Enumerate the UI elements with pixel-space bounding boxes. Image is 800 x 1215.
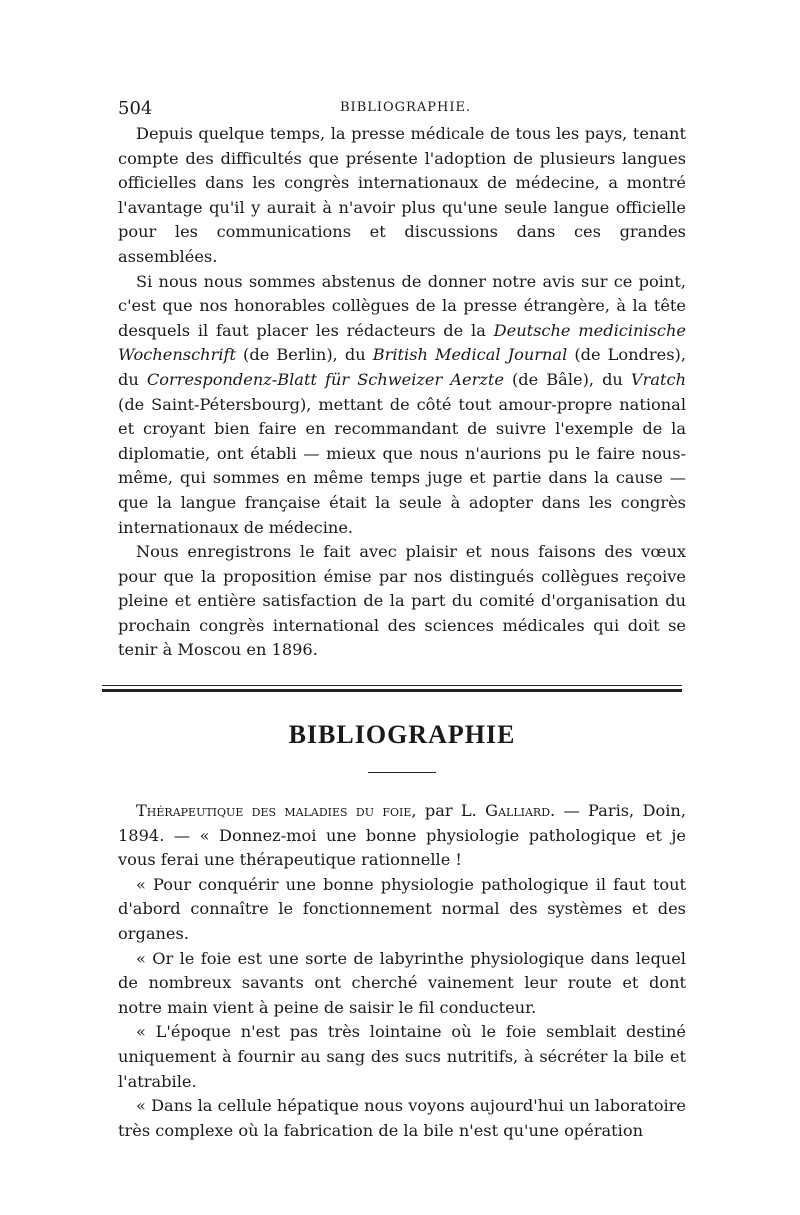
review-paragraph-5: « Dans la cellule hépatique nous voyons aujourd'hui un laboratoire très complexe où la fabrication de la bile n'est qu'une opération (118, 1096, 686, 1140)
intro-paragraph-3: Nous enregistrons le fait avec plaisir et nous faisons des vœux pour que la proposition émise par nos distingués collègues reçoive pleine et entière satisfaction de la part du comité d'organisation du prochain congrès international des sciences médicales qui doit se tenir à Moscou en 1896. (118, 542, 686, 660)
page-header (118, 98, 686, 122)
section-title: BIBLIOGRAPHIE (288, 720, 516, 750)
review-paragraph-3: « Or le foie est une sorte de labyrinthe physiologique dans lequel de nombreux savants ont cherché vainement leur route et dont notre main vient à peine de saisir le fil conducteur. (118, 948, 686, 1017)
review-paragraph-4: « L'époque n'est pas très lointaine où le foie semblait destiné uniquement à fournir au sang des sucs nutritifs, à sécréter la bile et l'atrabile. (118, 1022, 686, 1091)
text-run: (de Bâle), du (503, 369, 631, 389)
page-number: 504 (118, 98, 153, 119)
text-run: (de Saint-Pétersbourg), mettant de côté tout amour-propre national et croyant bien faire en recommandant de suivre l'exemple de la diplomatie, ont établi — mieux que nous n'aurions pu le faire nous-même, qui sommes en même temps juge et partie dans la cause — que la langue française était la seule à adopter dans les congrès internationaux de médecine. (118, 394, 686, 537)
text-run: — Paris, Doin, 1894. — « Donnez-moi une bonne physiologie pathologique et je vous ferai une thérapeutique rationnelle ! (118, 801, 687, 870)
journal-title: British Medical Journal (372, 345, 568, 365)
review-paragraph-2: « Pour conquérir une bonne physiologie pathologique il faut tout d'abord connaître le fonctionnement normal des systèmes et des organes. (118, 874, 686, 944)
text-run: (de Londres), du (118, 345, 686, 389)
review-paragraph-1 (118, 799, 686, 873)
text-run: (de Berlin), du (236, 345, 373, 365)
journal-title: Vratch (630, 369, 686, 389)
text-run: par (416, 801, 461, 821)
journal-title: Deutsche medicinische Wochenschrift (118, 320, 686, 365)
text-run: Si nous nous sommes abstenus de donner notre avis sur ce point, c'est que nos honorables collègues de la presse étrangère, à la tête desquels il faut placer les rédacteurs de la (118, 271, 686, 340)
running-title: BIBLIOGRAPHIE. (340, 100, 472, 115)
book-title: Thérapeutique des maladies du foie, (136, 801, 417, 821)
thick-rule (102, 689, 682, 692)
author-name: L. Galliard. (460, 801, 556, 821)
journal-title: Correspondenz-Blatt für Schweizer Aerzte (146, 369, 504, 389)
intro-paragraph-1: Depuis quelque temps, la presse médicale de tous les pays, tenant compte des difficultés que présente l'adoption de plusieurs langues officielles dans les congrès internationaux de médecine, a montré l'avantage qu'il y aurait à n'avoir plus qu'une seule langue officielle pour les communications et discussions dans ces grandes assemblées. (118, 124, 686, 266)
thin-rule (102, 685, 682, 686)
book-page (118, 98, 686, 1143)
title-underline-rule (368, 772, 436, 773)
section-divider (118, 685, 686, 692)
intro-paragraph-2 (118, 270, 686, 541)
